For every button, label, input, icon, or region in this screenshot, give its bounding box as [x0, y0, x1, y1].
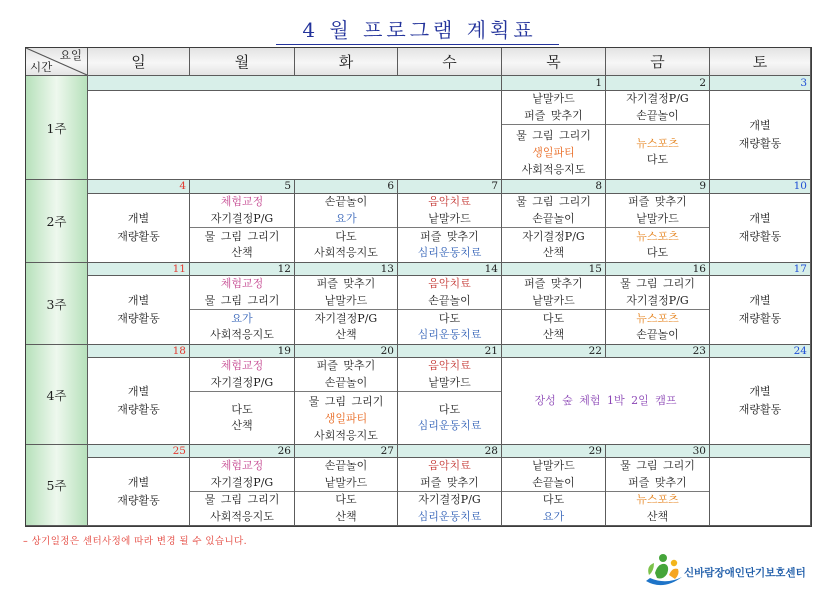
program-upper-block — [295, 358, 397, 392]
program-upper-block — [502, 194, 605, 228]
program-cell-w5-sun — [88, 458, 190, 526]
logo-icon — [645, 552, 683, 588]
program-lower-block — [502, 492, 605, 525]
program-item: 생일파티 — [532, 145, 575, 159]
program-item: 뉴스포츠 — [636, 229, 679, 243]
program-item: 낱말카드 — [532, 92, 575, 105]
date-cell-w2-mon: 5 — [190, 180, 295, 194]
program-upper-block — [295, 276, 397, 310]
program-item: 개별 — [127, 385, 150, 398]
program-lower-block — [398, 310, 501, 344]
day-header-sat: 토 — [710, 48, 811, 76]
program-item: 개별 — [749, 294, 771, 307]
corner-day-label: 요일 — [59, 48, 82, 62]
program-cell-w2-thu — [502, 194, 606, 263]
program-item: 물 그림 그리기 — [204, 229, 280, 243]
program-item: 물 그림 그리기 — [620, 459, 695, 472]
program-item: 물 그림 그리기 — [308, 394, 384, 408]
day-header-wed: 수 — [398, 48, 502, 76]
program-item: 퍼즐 맞추기 — [316, 359, 376, 372]
program-cell-w2-sat — [710, 194, 811, 263]
logo-swoosh — [646, 577, 682, 585]
program-cell-w2-tue — [295, 194, 398, 263]
program-item: 음악치료 — [428, 195, 471, 208]
program-item: 퍼즐 맞추기 — [524, 108, 583, 122]
program-cell-w2-fri — [606, 194, 710, 263]
date-cell-w4-mon: 19 — [190, 345, 295, 358]
program-cell-w1-sun — [88, 91, 502, 180]
program-cell-w5-thu — [502, 458, 606, 526]
date-cell-w5-sat — [710, 445, 811, 458]
date-cell-w1-thu: 1 — [502, 76, 606, 91]
program-item: 자기결정P/G — [210, 211, 274, 225]
program-lower-block — [606, 228, 709, 262]
program-cell-w4-wed — [398, 358, 502, 445]
program-item: 다도 — [542, 311, 565, 325]
program-lower-block — [606, 492, 709, 525]
program-item: 심리운동치료 — [417, 419, 482, 432]
day-header-tue: 화 — [295, 48, 398, 76]
date-cell-w5-tue: 27 — [295, 445, 398, 458]
program-item: 산책 — [335, 509, 357, 523]
program-cell-w5-tue — [295, 458, 398, 526]
program-block — [88, 458, 189, 525]
date-cell-w2-fri: 9 — [606, 180, 710, 194]
program-cell-w5-wed — [398, 458, 502, 526]
program-upper-block — [606, 458, 709, 492]
week-label-1: 1주 — [26, 76, 88, 180]
date-cell-w4-fri: 23 — [606, 345, 710, 358]
date-cell-w5-sun: 25 — [88, 445, 190, 458]
program-item: 사회적응지도 — [521, 162, 586, 176]
program-lower-block — [502, 125, 605, 179]
week-label-2: 2주 — [26, 180, 88, 263]
date-cell-w4-sun: 18 — [88, 345, 190, 358]
date-cell-w2-wed: 7 — [398, 180, 502, 194]
program-item: 개별 — [749, 212, 771, 225]
program-item: 사회적응지도 — [314, 428, 378, 442]
program-item: 손끝놀이 — [532, 211, 575, 225]
program-item: 사회적응지도 — [314, 246, 378, 259]
program-cell-w4-sat — [710, 358, 811, 445]
program-item: 재량활동 — [117, 403, 160, 416]
program-item: 다도 — [646, 153, 669, 166]
program-item: 뉴스포츠 — [636, 493, 679, 506]
program-item: 사회적응지도 — [210, 509, 274, 523]
program-item: 재량활동 — [117, 230, 160, 243]
program-item: 산책 — [231, 246, 253, 259]
date-cell-w3-thu: 15 — [502, 263, 606, 276]
program-item: 물 그림 그리기 — [516, 195, 591, 208]
program-item: 낱말카드 — [428, 211, 471, 225]
program-upper-block — [606, 194, 709, 228]
program-cell-w3-fri — [606, 276, 710, 345]
program-lower-block — [190, 228, 294, 262]
program-item: 낱말카드 — [636, 211, 679, 225]
program-item: 자기결정P/G — [210, 475, 274, 489]
program-lower-block — [190, 310, 294, 344]
program-item: 개별 — [749, 119, 771, 132]
program-item: 사회적응지도 — [210, 328, 274, 341]
day-header-fri: 금 — [606, 48, 710, 76]
program-item: 퍼즐 맞추기 — [628, 475, 687, 489]
program-cell-w3-mon — [190, 276, 295, 345]
date-cell-w3-mon: 12 — [190, 263, 295, 276]
corner-header — [26, 48, 88, 76]
program-upper-block — [606, 91, 709, 125]
program-upper-block — [398, 358, 501, 392]
program-item: 다도 — [438, 311, 461, 325]
program-item: 산책 — [542, 328, 565, 341]
program-block — [710, 91, 810, 179]
program-item: 물 그림 그리기 — [204, 293, 280, 307]
date-cell-w3-sun: 11 — [88, 263, 190, 276]
schedule-note: – 상기일정은 센터사정에 따라 변경 될 수 있습니다. — [23, 536, 248, 547]
logo-figure-yellow-body — [669, 569, 679, 579]
program-cell-w2-mon — [190, 194, 295, 263]
logo-figure-green-body — [655, 564, 668, 579]
program-item: 개별 — [127, 475, 150, 489]
program-item: 산책 — [542, 246, 565, 259]
schedule-table — [25, 47, 812, 527]
program-block — [710, 194, 810, 262]
date-cell-w1-sun — [88, 76, 502, 91]
program-item: 요가 — [335, 211, 357, 225]
program-item: 퍼즐 맞추기 — [316, 277, 376, 290]
program-cell-w3-tue — [295, 276, 398, 345]
program-item: 손끝놀이 — [636, 108, 679, 122]
program-item: 요가 — [231, 311, 253, 325]
center-logo — [645, 552, 817, 588]
program-item: 다도 — [646, 246, 669, 259]
program-item: 개별 — [127, 294, 150, 307]
program-item: 자기결정P/G — [626, 293, 689, 307]
program-upper-block — [190, 276, 294, 310]
program-item: 물 그림 그리기 — [620, 277, 695, 290]
program-lower-block — [295, 392, 397, 444]
program-item: 뉴스포츠 — [636, 311, 679, 325]
program-item: 자기결정P/G — [522, 229, 585, 243]
program-lower-block — [606, 125, 709, 179]
program-item: 장성 숲 체험 1박 2일 캠프 — [534, 394, 677, 407]
program-item: 음악치료 — [428, 459, 471, 472]
day-header-mon: 월 — [190, 48, 295, 76]
program-lower-block — [190, 492, 294, 525]
program-upper-block — [398, 276, 501, 310]
program-item: 심리운동치료 — [417, 246, 482, 259]
day-header-thu: 목 — [502, 48, 606, 76]
program-cell-w1-sat — [710, 91, 811, 180]
program-item: 자기결정P/G — [626, 92, 689, 105]
date-cell-w4-wed: 21 — [398, 345, 502, 358]
program-item: 생일파티 — [324, 411, 368, 425]
date-cell-w5-mon: 26 — [190, 445, 295, 458]
program-upper-block — [190, 194, 294, 228]
program-item: 체험교정 — [220, 195, 264, 208]
program-lower-block — [398, 392, 501, 444]
date-cell-w1-sat: 3 — [710, 76, 811, 91]
program-lower-block — [190, 392, 294, 444]
date-cell-w5-thu: 29 — [502, 445, 606, 458]
program-cell-w5-mon — [190, 458, 295, 526]
program-upper-block — [398, 194, 501, 228]
program-cell-w3-sun — [88, 276, 190, 345]
date-cell-w1-fri: 2 — [606, 76, 710, 91]
program-item: 낱말카드 — [532, 293, 575, 307]
program-lower-block — [295, 310, 397, 344]
program-cell-w1-thu — [502, 91, 606, 180]
logo-figure-yellow-head — [671, 560, 677, 566]
page-title-text: 4 월 프로그램 계획표 — [276, 18, 558, 45]
program-cell-w5-sat — [710, 458, 811, 526]
program-lower-block — [295, 492, 397, 525]
program-item: 낱말카드 — [324, 475, 368, 489]
program-item: 체험교정 — [220, 459, 264, 472]
program-item: 물 그림 그리기 — [204, 493, 280, 506]
corner-time-label: 시간 — [30, 60, 53, 74]
program-upper-block — [295, 194, 397, 228]
program-item: 자기결정P/G — [314, 311, 378, 325]
program-upper-block — [502, 276, 605, 310]
date-cell-w4-tue: 20 — [295, 345, 398, 358]
program-item: 개별 — [749, 385, 771, 398]
program-item: 개별 — [127, 212, 150, 225]
program-cell-w1-fri — [606, 91, 710, 180]
program-block — [710, 276, 810, 344]
program-upper-block — [190, 358, 294, 392]
program-item: 체험교정 — [220, 277, 264, 290]
date-cell-w2-tue: 6 — [295, 180, 398, 194]
program-item: 물 그림 그리기 — [516, 128, 591, 142]
logo-leaf — [648, 563, 654, 575]
day-header-sun: 일 — [88, 48, 190, 76]
program-item: 손끝놀이 — [324, 375, 368, 389]
program-lower-block — [295, 228, 397, 262]
program-cell-w2-sun — [88, 194, 190, 263]
program-item: 산책 — [231, 419, 253, 432]
program-block — [88, 358, 189, 444]
date-cell-w5-fri: 30 — [606, 445, 710, 458]
date-cell-w3-sat: 17 — [710, 263, 811, 276]
program-item: 자기결정P/G — [418, 493, 481, 506]
program-item: 다도 — [542, 493, 565, 506]
program-cell-w3-wed — [398, 276, 502, 345]
program-block — [88, 194, 189, 262]
program-cell-w3-thu — [502, 276, 606, 345]
program-cell-w3-sat — [710, 276, 811, 345]
week-label-5: 5주 — [26, 445, 88, 526]
program-item: 퍼즐 맞추기 — [628, 195, 687, 208]
program-block — [502, 358, 709, 444]
program-item: 음악치료 — [428, 277, 471, 290]
program-item: 심리운동치료 — [417, 328, 482, 341]
program-item: 재량활동 — [738, 403, 782, 416]
program-item: 다도 — [231, 402, 253, 416]
program-cell-w5-fri — [606, 458, 710, 526]
program-item: 손끝놀이 — [636, 328, 679, 341]
date-cell-w3-fri: 16 — [606, 263, 710, 276]
date-cell-w2-sat: 10 — [710, 180, 811, 194]
date-cell-w3-tue: 13 — [295, 263, 398, 276]
program-item: 낱말카드 — [428, 375, 471, 389]
date-cell-w5-wed: 28 — [398, 445, 502, 458]
program-item: 다도 — [335, 229, 357, 243]
program-lower-block — [398, 228, 501, 262]
program-item: 손끝놀이 — [428, 293, 471, 307]
program-item: 재량활동 — [738, 137, 782, 150]
program-upper-block — [502, 458, 605, 492]
program-item: 낱말카드 — [324, 293, 368, 307]
program-upper-block — [295, 458, 397, 492]
week-label-4: 4주 — [26, 345, 88, 445]
logo-text: 신바람장애인단기보호센터 — [684, 567, 806, 579]
date-cell-w2-sun: 4 — [88, 180, 190, 194]
program-cell-w2-wed — [398, 194, 502, 263]
program-upper-block — [502, 91, 605, 125]
page-title — [0, 18, 835, 45]
program-item: 손끝놀이 — [324, 459, 368, 472]
program-item: 재량활동 — [738, 230, 782, 243]
program-item: 손끝놀이 — [324, 195, 368, 208]
program-item: 다도 — [438, 402, 461, 416]
program-item: 요가 — [542, 509, 565, 523]
program-cell-w4-thu — [502, 358, 710, 445]
program-item: 퍼즐 맞추기 — [524, 277, 583, 290]
program-item: 퍼즐 맞추기 — [420, 229, 479, 243]
program-item: 체험교정 — [220, 359, 264, 372]
logo-figure-green-head — [659, 554, 667, 562]
program-item: 자기결정P/G — [210, 375, 274, 389]
program-item: 재량활동 — [738, 312, 782, 325]
program-item: 심리운동치료 — [417, 509, 482, 523]
date-cell-w3-wed: 14 — [398, 263, 502, 276]
program-item: 다도 — [335, 493, 357, 506]
program-item: 손끝놀이 — [532, 475, 575, 489]
program-cell-w4-mon — [190, 358, 295, 445]
program-item: 재량활동 — [117, 493, 160, 507]
date-cell-w4-sat: 24 — [710, 345, 811, 358]
program-item: 재량활동 — [117, 312, 160, 325]
program-item: 산책 — [646, 509, 669, 523]
program-upper-block — [190, 458, 294, 492]
date-cell-w4-thu: 22 — [502, 345, 606, 358]
program-lower-block — [398, 492, 501, 525]
program-lower-block — [502, 228, 605, 262]
program-upper-block — [606, 276, 709, 310]
program-lower-block — [502, 310, 605, 344]
program-block — [88, 276, 189, 344]
program-item: 낱말카드 — [532, 459, 575, 472]
program-item: 퍼즐 맞추기 — [420, 475, 479, 489]
program-upper-block — [398, 458, 501, 492]
program-block — [710, 358, 810, 444]
program-item: 뉴스포츠 — [636, 136, 679, 150]
program-lower-block — [606, 310, 709, 344]
program-item: 산책 — [335, 328, 357, 341]
date-cell-w2-thu: 8 — [502, 180, 606, 194]
week-label-3: 3주 — [26, 263, 88, 345]
program-cell-w4-tue — [295, 358, 398, 445]
program-item: 음악치료 — [428, 359, 471, 372]
program-cell-w4-sun — [88, 358, 190, 445]
